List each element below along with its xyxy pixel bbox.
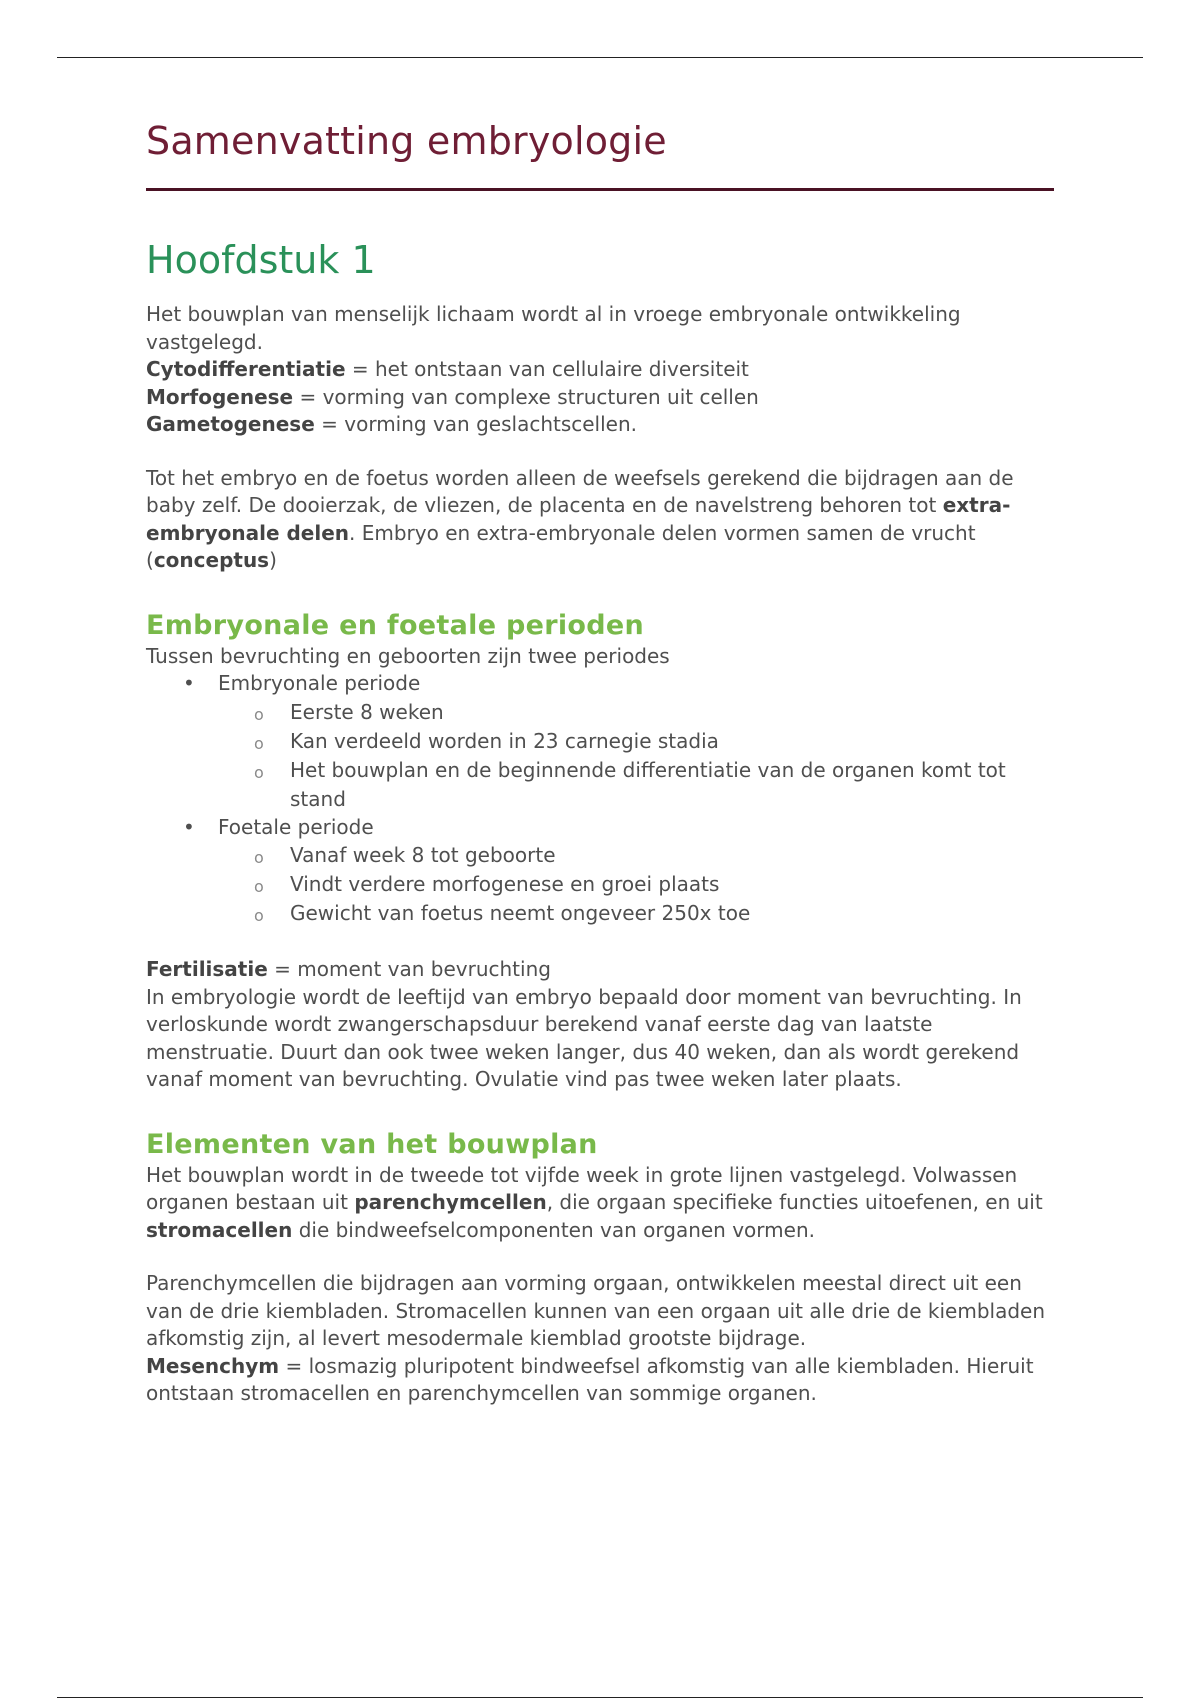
list-item-label: Embryonale periode (218, 671, 421, 695)
circle-bullet-icon: o (254, 733, 264, 753)
sub-list-item (218, 870, 1054, 899)
list-item-label: Foetale periode (218, 814, 374, 839)
sub-list-item-text: Het bouwplan en de beginnende differentiatie van de organen komt tot stand (290, 757, 1006, 811)
text-run: . Embryo en extra-embryonale delen vormen samen de vrucht ( (146, 520, 976, 572)
definition-line (146, 411, 1054, 439)
sub-list-item-text: Kan verdeeld worden in 23 carnegie stadia (290, 728, 719, 753)
page-bottom-rule (57, 1697, 1143, 1698)
list-item (146, 670, 1054, 814)
sub-list-item-text: Gewicht van foetus neemt ongeveer 250x toe (290, 901, 751, 925)
definition-text: = moment van bevruchting (267, 957, 551, 981)
sub-list-item (218, 756, 1054, 814)
parenchym-paragraph: Parenchymcellen die bijdragen aan vorming orgaan, ontwikkelen meestal direct uit een van de drie kiembladen. Stromacellen kunnen van een orgaan uit alle drie de kiembladen afkomstig zijn, al levert mesodermale kiemblad grootste bijdrage. (146, 1271, 1046, 1350)
bouwplan-paragraph (146, 1162, 1054, 1245)
intro-block (146, 301, 1054, 575)
periods-list (146, 670, 1054, 928)
bold-term: extra-embryonale delen (146, 493, 1011, 545)
sub-list-item-text: Eerste 8 weken (290, 699, 444, 724)
section-heading-perioden: Embryonale en foetale perioden (146, 609, 645, 641)
text-run: die bindweefselcomponenten van organen vormen. (292, 1217, 815, 1242)
page-content (146, 105, 1054, 1408)
sub-list (218, 841, 1054, 928)
bold-term: parenchymcellen (354, 1190, 547, 1214)
definition-term: Fertilisatie (146, 957, 268, 981)
definition-term: Morfogenese (146, 384, 294, 409)
bullet-icon: • (183, 814, 195, 839)
page-top-rule (57, 57, 1143, 58)
text-run: Tot het embryo en de foetus worden alleen de weefsels gerekend die bijdragen aan de baby zelf. De dooierzak, de vliezen, de placenta en de navelstreng behoren tot (146, 465, 1014, 517)
definition-term: Mesenchym (146, 1353, 280, 1378)
sub-list-item (218, 698, 1054, 727)
sub-list-item (218, 727, 1054, 756)
circle-bullet-icon: o (254, 704, 264, 724)
bold-term: conceptus (153, 548, 270, 572)
sub-list-item (218, 841, 1054, 870)
definition-term: Gametogenese (146, 412, 315, 436)
sub-list (218, 698, 1054, 814)
section-heading-bouwplan: Elementen van het bouwplan (146, 1128, 598, 1160)
definition-line (146, 1353, 1054, 1408)
definition-text: = losmazig pluripotent bindweefsel afkomstig van alle kiembladen. Hieruit ontstaan stromacellen en parenchymcellen van sommige organen. (146, 1353, 1034, 1405)
title-underline (146, 188, 1054, 191)
embryo-paragraph (146, 465, 1054, 575)
bullet-icon: • (183, 671, 195, 695)
circle-bullet-icon: o (254, 877, 264, 896)
sub-list-item-text: Vanaf week 8 tot geboorte (290, 843, 556, 867)
sub-list-item (218, 899, 1054, 928)
definition-line (146, 956, 1054, 984)
definition-line (146, 384, 1054, 412)
document-title: Samenvatting embryologie (146, 119, 667, 163)
definition-text: = het ontstaan van cellulaire diversiteit (345, 357, 749, 381)
section-lead: Tussen bevruchting en geboorten zijn twee periodes (146, 643, 670, 668)
sub-list-item-text: Vindt verdere morfogenese en groei plaats (290, 872, 720, 896)
circle-bullet-icon: o (254, 906, 264, 925)
definition-text: = vorming van complexe structuren uit cellen (293, 384, 759, 409)
fertilisatie-block (146, 956, 1054, 1094)
text-run: ) (269, 548, 277, 572)
definition-line (146, 356, 1054, 384)
text-run: Het bouwplan wordt in de tweede tot vijfde week in grote lijnen vastgelegd. Volwassen organen bestaan uit (146, 1162, 1018, 1214)
circle-bullet-icon: o (254, 762, 264, 782)
text-run: , die orgaan specifieke functies uitoefenen, en uit (546, 1190, 1043, 1214)
circle-bullet-icon: o (254, 848, 264, 867)
intro-paragraph: Het bouwplan van menselijk lichaam wordt al in vroege embryonale ontwikkeling vastgelegd. (146, 302, 961, 354)
chapter-heading: Hoofdstuk 1 (146, 238, 376, 282)
bold-term: stromacellen (146, 1217, 293, 1242)
list-item (146, 814, 1054, 929)
definition-text: = vorming van geslachtscellen. (314, 412, 638, 436)
definition-term: Cytodifferentiatie (146, 357, 346, 381)
fertilisatie-paragraph: In embryologie wordt de leeftijd van embryo bepaald door moment van bevruchting. In verloskunde wordt zwangerschapsduur berekend vanaf eerste dag van laatste menstruatie. Duurt dan ook twee weken langer, dus 40 weken, dan als wordt gerekend vanaf moment van bevruchting. Ovulatie vind pas twee weken later plaats. (146, 984, 1022, 1091)
